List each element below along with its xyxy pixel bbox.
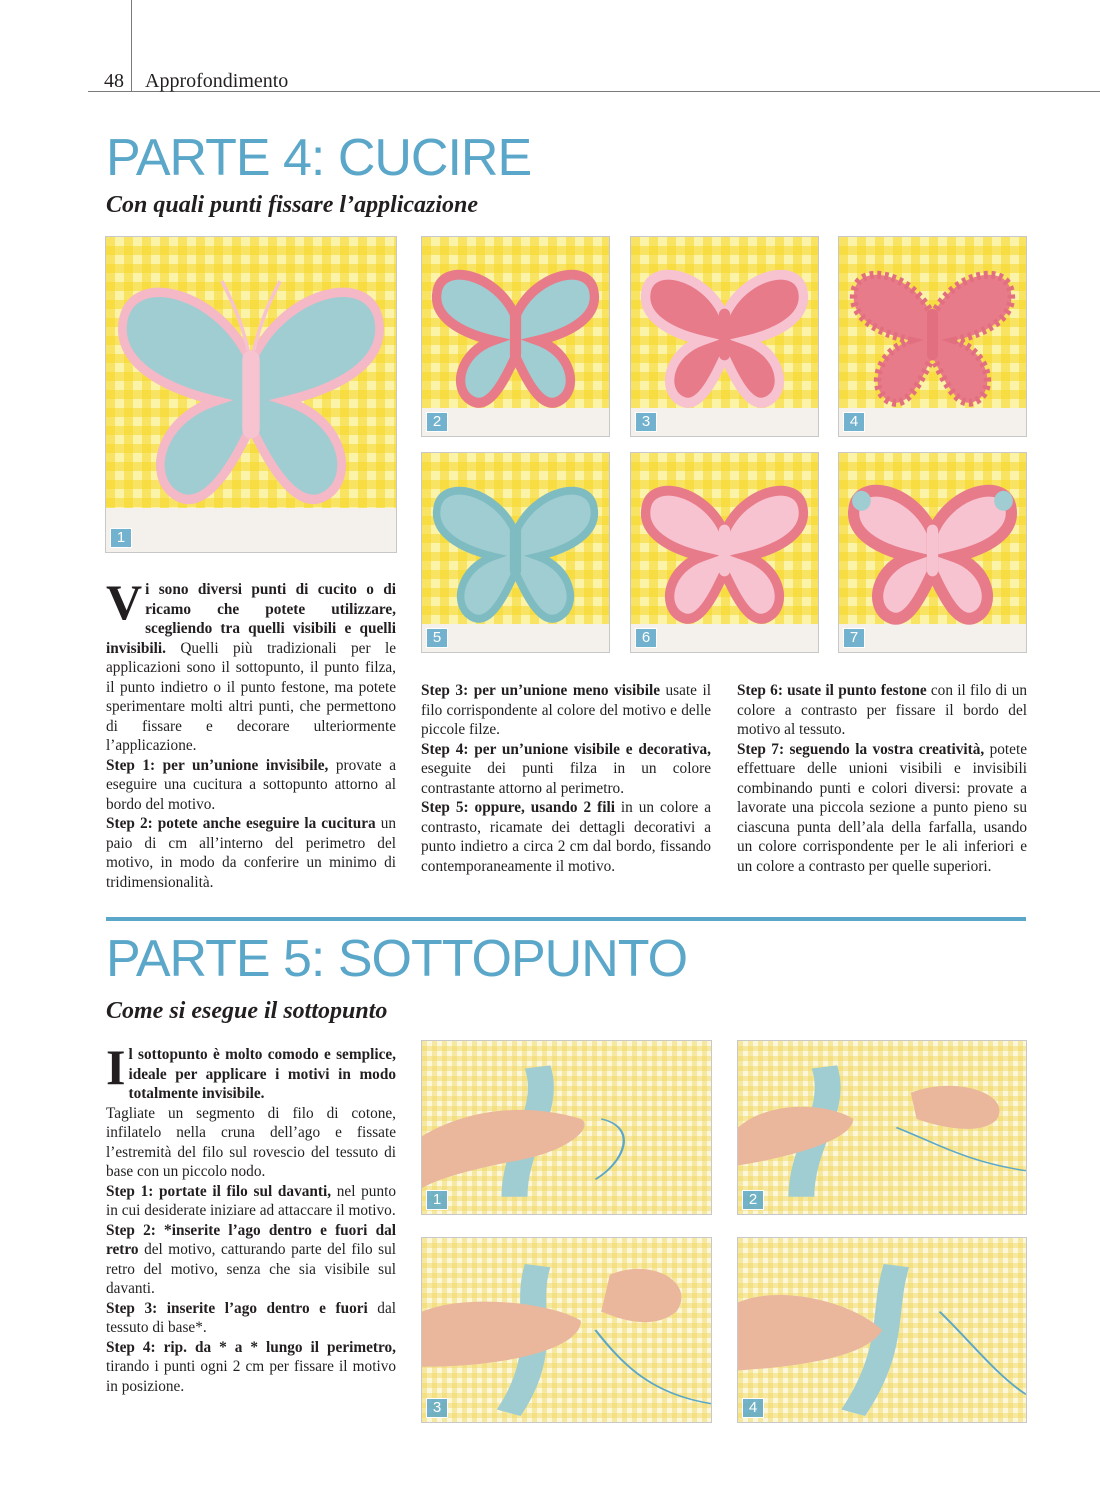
photo-number: 4 — [843, 412, 865, 432]
part4-intro — [106, 574, 396, 756]
step-text: tirando i punti ogni 2 cm per fissare il motivo in posizione. — [106, 1358, 396, 1395]
section-name: Approfondimento — [145, 70, 289, 92]
part5-step-4 — [106, 1338, 396, 1397]
part5-intro-text: Tagliate un segmento di filo di cotone, infilatelo nella cruna dell’ago e fissate l’estremità del filo sul rovescio del tessuto di base con un piccolo nodo. — [106, 1104, 396, 1180]
butterfly-1-illustration — [106, 237, 396, 552]
part4-step-2 — [106, 814, 396, 892]
photo-number: 3 — [635, 412, 657, 432]
step-text: con il filo di un colore a contrasto per fissare il bordo del motivo al tessuto. — [737, 682, 1027, 738]
photo-butterfly-5 — [421, 452, 610, 653]
photo-number: 5 — [426, 628, 448, 648]
step-text: nel punto in cui desiderate iniziare ad attaccare il motivo. — [106, 1182, 396, 1219]
part5-subtitle: Come si esegue il sottopunto — [106, 998, 388, 1024]
photo-butterfly-2 — [421, 236, 610, 437]
step-label: Step 2: *inserite l’ago dentro e fuori dal retro — [106, 1221, 396, 1258]
part5-intro — [106, 1039, 396, 1104]
photo-sewing-4 — [737, 1237, 1027, 1423]
part4-step-7 — [737, 740, 1027, 877]
sewing-1-illustration — [422, 1041, 711, 1214]
part5-step-2 — [106, 1221, 396, 1299]
part4-column-3 — [737, 681, 1027, 876]
sewing-2-illustration — [738, 1041, 1026, 1214]
step-label: Step 5: oppure, usando 2 fili — [421, 799, 615, 816]
step-text: provate a eseguire una cucitura a sottopunto attorno al bordo del motivo. — [106, 756, 396, 813]
photo-number: 1 — [426, 1190, 448, 1210]
step-label: Step 2: potete anche eseguire la cucitura — [106, 815, 376, 832]
part4-step-6 — [737, 681, 1027, 740]
part4-step-5 — [421, 798, 711, 876]
section-divider — [106, 917, 1026, 921]
dropcap: I — [106, 1039, 126, 1095]
photo-sewing-1 — [421, 1040, 712, 1215]
step-text: usate il filo corrispondente al colore del motivo e delle piccole filze. — [421, 682, 711, 738]
part5-step-3 — [106, 1299, 396, 1338]
photo-butterfly-4 — [838, 236, 1027, 437]
step-label: Step 1: portate il filo sul davanti, — [106, 1182, 332, 1200]
step-label: Step 3: per un’unione meno visibile — [421, 682, 660, 699]
header-vertical-rule — [131, 0, 132, 92]
part4-column-1 — [106, 574, 397, 892]
part4-step-3 — [421, 681, 711, 740]
butterfly-3-illustration — [631, 237, 818, 436]
part4-subtitle: Con quali punti fissare l’applicazione — [106, 192, 479, 218]
step-text: in un colore a contrasto, ricamate dei dettagli decorativi a punto indietro a circa 2 cm dal bordo, fissando contemporaneamente il motivo. — [421, 799, 711, 875]
butterfly-5-illustration — [422, 453, 609, 652]
page-number: 48 — [104, 70, 124, 92]
step-label: Step 7: seguendo la vostra creatività, — [737, 740, 985, 758]
step-label: Step 4: rip. da * a * lungo il perimetro, — [106, 1338, 396, 1356]
photo-butterfly-3 — [630, 236, 819, 437]
step-text: un paio di cm all’interno del perimetro del motivo, in modo da conferire un minimo di tridimensionalità. — [106, 815, 397, 891]
sewing-3-illustration — [422, 1238, 711, 1422]
photo-butterfly-7 — [838, 452, 1027, 653]
step-text: potete effettuare delle unioni visibili e invisibili combinando punti e colori diversi: provate a lavorate una piccola sezione a punto pieno su ciascuna punta dell’ala della farfalla, usando un colore corrispondente per le ali inferiori e un colore a contrasto per quelle superiori. — [737, 740, 1028, 875]
photo-butterfly-1 — [105, 236, 397, 553]
part4-intro-bold: i sono diversi punti di cucito o di ricamo che potete utilizzare, scegliendo tra quelli visibili e quelli invisibili. — [106, 581, 396, 657]
part5-step-1 — [106, 1182, 396, 1221]
photo-number: 2 — [426, 412, 448, 432]
sewing-4-illustration — [738, 1238, 1026, 1422]
part4-step-1 — [106, 756, 396, 815]
part4-step-4 — [421, 740, 711, 799]
photo-butterfly-6 — [630, 452, 819, 653]
step-label: Step 1: per un’unione invisibile, — [106, 756, 329, 774]
step-label: Step 3: inserite l’ago dentro e fuori — [106, 1299, 368, 1317]
step-text: del motivo, catturando parte del filo sul retro del motivo, senza che sia visibile sul davanti. — [106, 1241, 396, 1297]
photo-number: 1 — [110, 528, 132, 548]
photo-number: 7 — [843, 628, 865, 648]
part4-column-2 — [421, 681, 711, 876]
photo-number: 6 — [635, 628, 657, 648]
photo-number: 3 — [426, 1398, 448, 1418]
part4-title: PARTE 4: CUCIRE — [106, 129, 532, 187]
photo-sewing-2 — [737, 1040, 1027, 1215]
butterfly-6-illustration — [631, 453, 818, 652]
butterfly-7-illustration — [839, 453, 1026, 652]
part5-column — [106, 1039, 396, 1396]
part5-intro-bold: l sottopunto è molto comodo e semplice, ideale per applicare i motivi in modo totalmente invisibile. — [128, 1046, 396, 1102]
part5-title: PARTE 5: SOTTOPUNTO — [106, 930, 688, 988]
part4-intro-text: Quelli più tradizionali per le applicazioni sono il sottopunto, il punto filza, il punto indietro o il punto festone, ma potete sperimentare molti altri punti, che permettono di fissare e decorare ulteriormente l’applicazione. — [106, 639, 396, 754]
butterfly-2-illustration — [422, 237, 609, 436]
dropcap: V — [106, 574, 143, 630]
step-text: dal tessuto di base*. — [106, 1299, 396, 1336]
step-label: Step 6: usate il punto festone — [737, 682, 927, 699]
photo-number: 2 — [742, 1190, 764, 1210]
butterfly-4-illustration — [839, 237, 1026, 436]
photo-number: 4 — [742, 1398, 764, 1418]
photo-sewing-3 — [421, 1237, 712, 1423]
step-label: Step 4: per un’unione visibile e decorativa, — [421, 740, 711, 758]
step-text: eseguite dei punti filza in un colore contrastante attorno al perimetro. — [421, 760, 711, 797]
